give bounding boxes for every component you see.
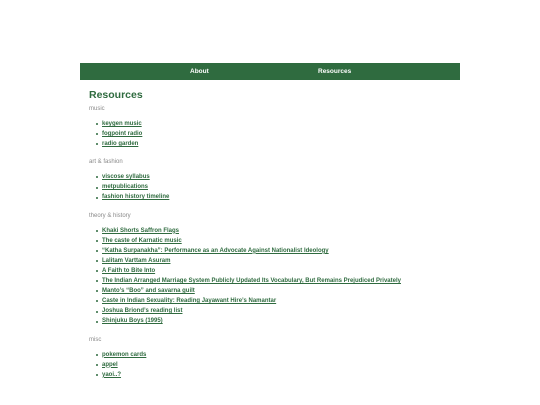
- link-list: [95, 119, 459, 149]
- list-item: [95, 226, 459, 236]
- resource-link[interactable]: metpublications: [102, 184, 149, 191]
- resource-link[interactable]: Shinjuku Boys (1995): [102, 318, 163, 325]
- list-item: [95, 172, 459, 182]
- section-art-fashion: [89, 158, 459, 202]
- list-item: [95, 246, 459, 256]
- list-item: [95, 276, 459, 286]
- link-list: [95, 172, 459, 202]
- resource-link[interactable]: fogpoint radio: [102, 131, 143, 138]
- nav-link-about[interactable]: About: [190, 68, 209, 75]
- list-item: [95, 296, 459, 306]
- resource-link[interactable]: A Faith to Bite Into: [102, 267, 156, 274]
- resource-link[interactable]: fashion history timeline: [102, 194, 170, 201]
- section-theory-history: [89, 212, 459, 327]
- section-heading: theory & history: [89, 212, 131, 219]
- resource-link[interactable]: The caste of Karnatic music: [102, 237, 182, 244]
- resource-link[interactable]: “Katha Surpanakha”: Performance as an Advocate Against Nationalist Ideology: [102, 247, 329, 254]
- resource-link[interactable]: Manto’s “Boo” and savarna guilt: [102, 288, 195, 295]
- resource-link[interactable]: The Indian Arranged Marriage System Publicly Updated Its Vocabulary, But Remains Prejudiced Privately: [102, 278, 401, 285]
- resource-link[interactable]: pokemon cards: [102, 351, 147, 358]
- list-item: [95, 350, 459, 360]
- list-item: [95, 236, 459, 246]
- section-heading: art & fashion: [89, 159, 123, 166]
- list-item: [95, 256, 459, 266]
- section-heading: misc: [89, 336, 102, 343]
- list-item: [95, 129, 459, 139]
- list-item: [95, 316, 459, 326]
- list-item: [95, 360, 459, 370]
- list-item: [95, 286, 459, 296]
- list-item: [95, 266, 459, 276]
- resource-link[interactable]: Joshua Briond’s reading list: [102, 308, 183, 315]
- resource-link[interactable]: keygen music: [102, 121, 142, 127]
- link-list: [95, 350, 459, 380]
- resource-link[interactable]: viscose syllabus: [102, 174, 150, 181]
- section-music: [89, 105, 459, 149]
- link-list: [95, 226, 459, 327]
- resource-link[interactable]: radio garden: [102, 141, 139, 148]
- resource-link[interactable]: appel: [102, 361, 118, 368]
- main-content: [89, 89, 459, 389]
- list-item: [95, 182, 459, 192]
- list-item: [95, 119, 459, 129]
- list-item: [95, 192, 459, 202]
- list-item: [95, 139, 459, 149]
- page-title: Resources: [89, 89, 143, 101]
- resource-link[interactable]: Caste in Indian Sexuality: Reading Jayawant Hire’s Namantar: [102, 298, 277, 305]
- list-item: [95, 370, 459, 380]
- section-misc: [89, 336, 459, 380]
- section-heading: music: [89, 106, 105, 112]
- nav-link-resources[interactable]: Resources: [318, 68, 352, 75]
- list-item: [95, 306, 459, 316]
- resource-link[interactable]: yaoi..?: [102, 371, 122, 378]
- resource-link[interactable]: Khaki Shorts Saffron Flags: [102, 227, 180, 234]
- resource-link[interactable]: Lalitam Varttam Asuram: [102, 257, 171, 264]
- top-navbar: [80, 63, 460, 80]
